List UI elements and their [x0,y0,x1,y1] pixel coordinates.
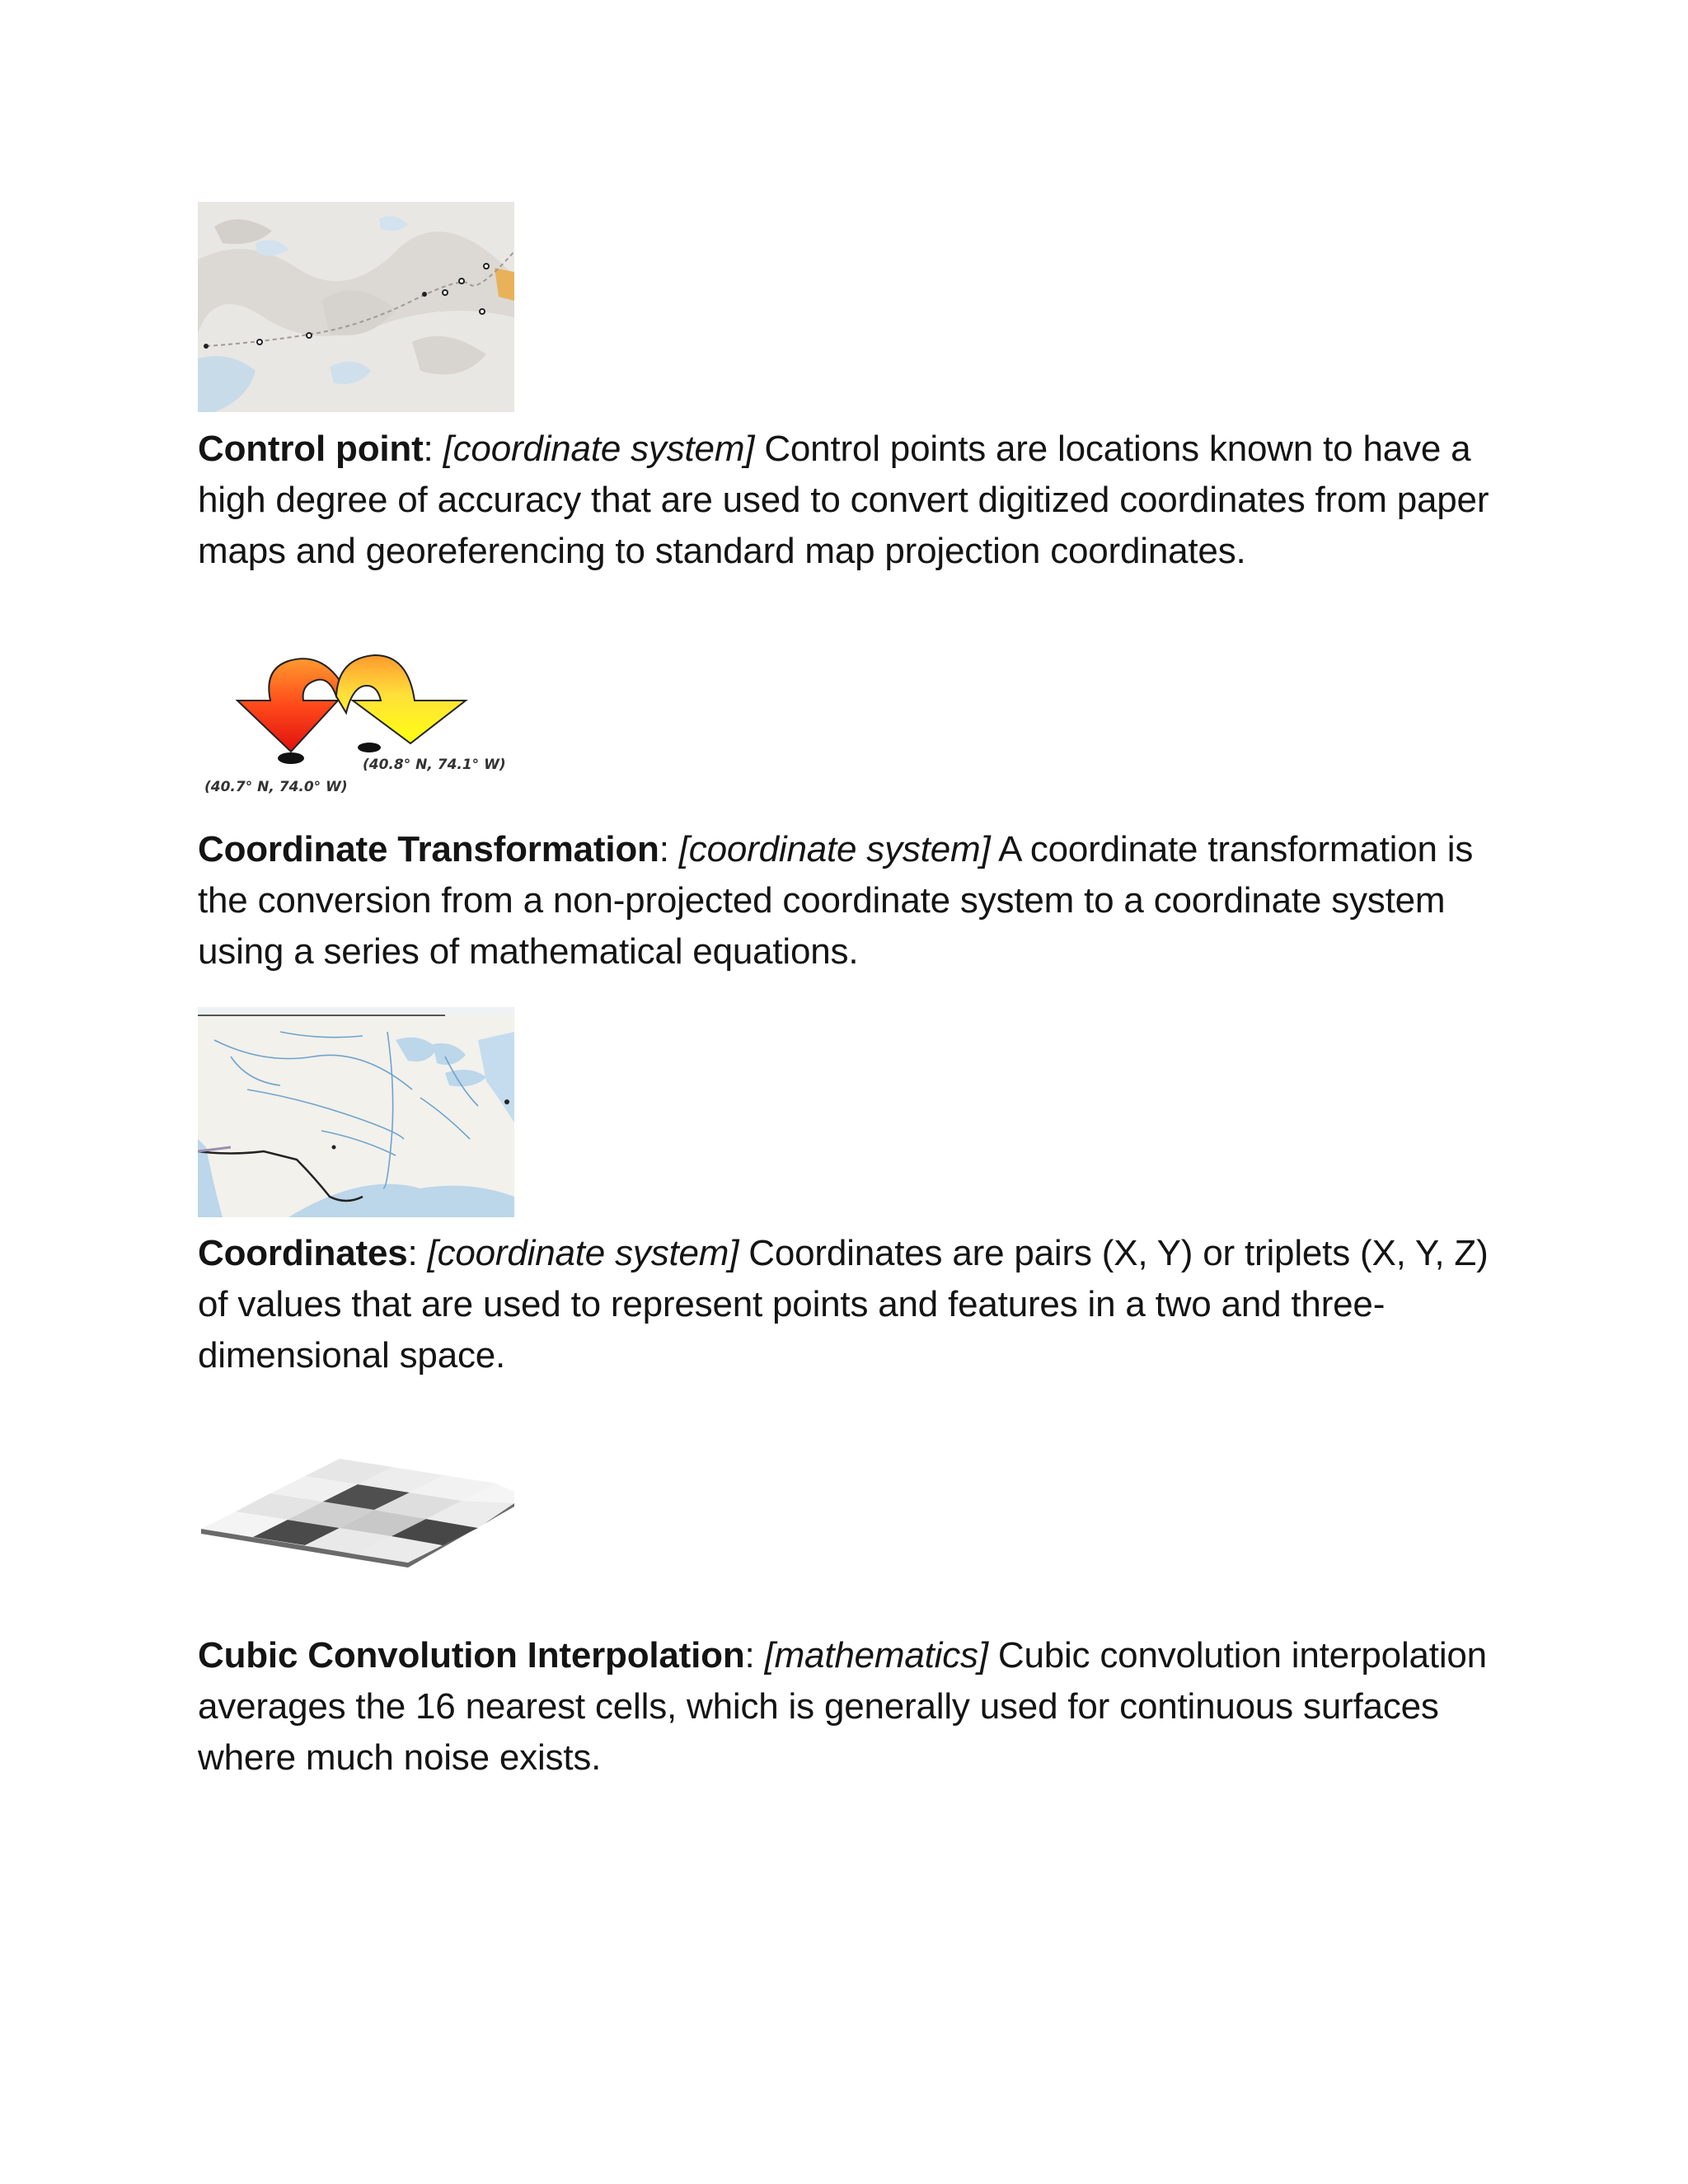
coordinates-us-map-image [198,1007,514,1217]
coordinate-transformation-definition [198,824,1500,977]
separator: : [659,829,679,869]
category-label: [mathematics] [764,1635,988,1675]
control-point-map-image [198,202,514,412]
category-label: [coordinate system] [443,429,755,469]
definition-text: Coordinates are pairs (X, Y) or triplets (X, Y, Z) of values that are used to represent points and features in a two and three-dimensional space. [198,1233,1489,1376]
term-cubic-convolution-interpolation: Cubic Convolution Interpolation [198,1635,745,1675]
transformation-arrow-red [237,658,342,752]
cubic-convolution-definition [198,1630,1500,1783]
category-label: [coordinate system] [678,829,991,869]
separator: : [423,429,443,469]
definition-text: Cubic convolution interpolation averages the 16 nearest cells, which is generally used for continuous surfaces where much noise exists. [198,1635,1487,1778]
definition-text: A coordinate transformation is the conversion from a non-projected coordinate system to a coordinate system using a series of mathematical equations. [198,829,1474,972]
separator: : [407,1233,428,1273]
category-label: [coordinate system] [427,1233,739,1273]
coordinates-definition [198,1228,1500,1381]
term-control-point: Control point [198,429,424,469]
separator: : [744,1635,765,1675]
destination-coordinate-label: (40.8° N, 74.1° W) [363,757,506,773]
coordinate-transformation-image [198,635,514,799]
control-point-definition [198,424,1500,577]
transformation-arrow-yellow [336,655,466,743]
term-coordinate-transformation: Coordinate Transformation [198,829,659,869]
term-coordinates: Coordinates [198,1233,408,1273]
grid-cells [201,1459,514,1563]
definition-text: Control points are locations known to have a high degree of accuracy that are used to convert digitized coordinates from paper maps and georeferencing to standard map projection coordinates. [198,429,1489,571]
origin-coordinate-label: (40.7° N, 74.0° W) [204,779,348,795]
cubic-convolution-grid-image [198,1451,514,1574]
